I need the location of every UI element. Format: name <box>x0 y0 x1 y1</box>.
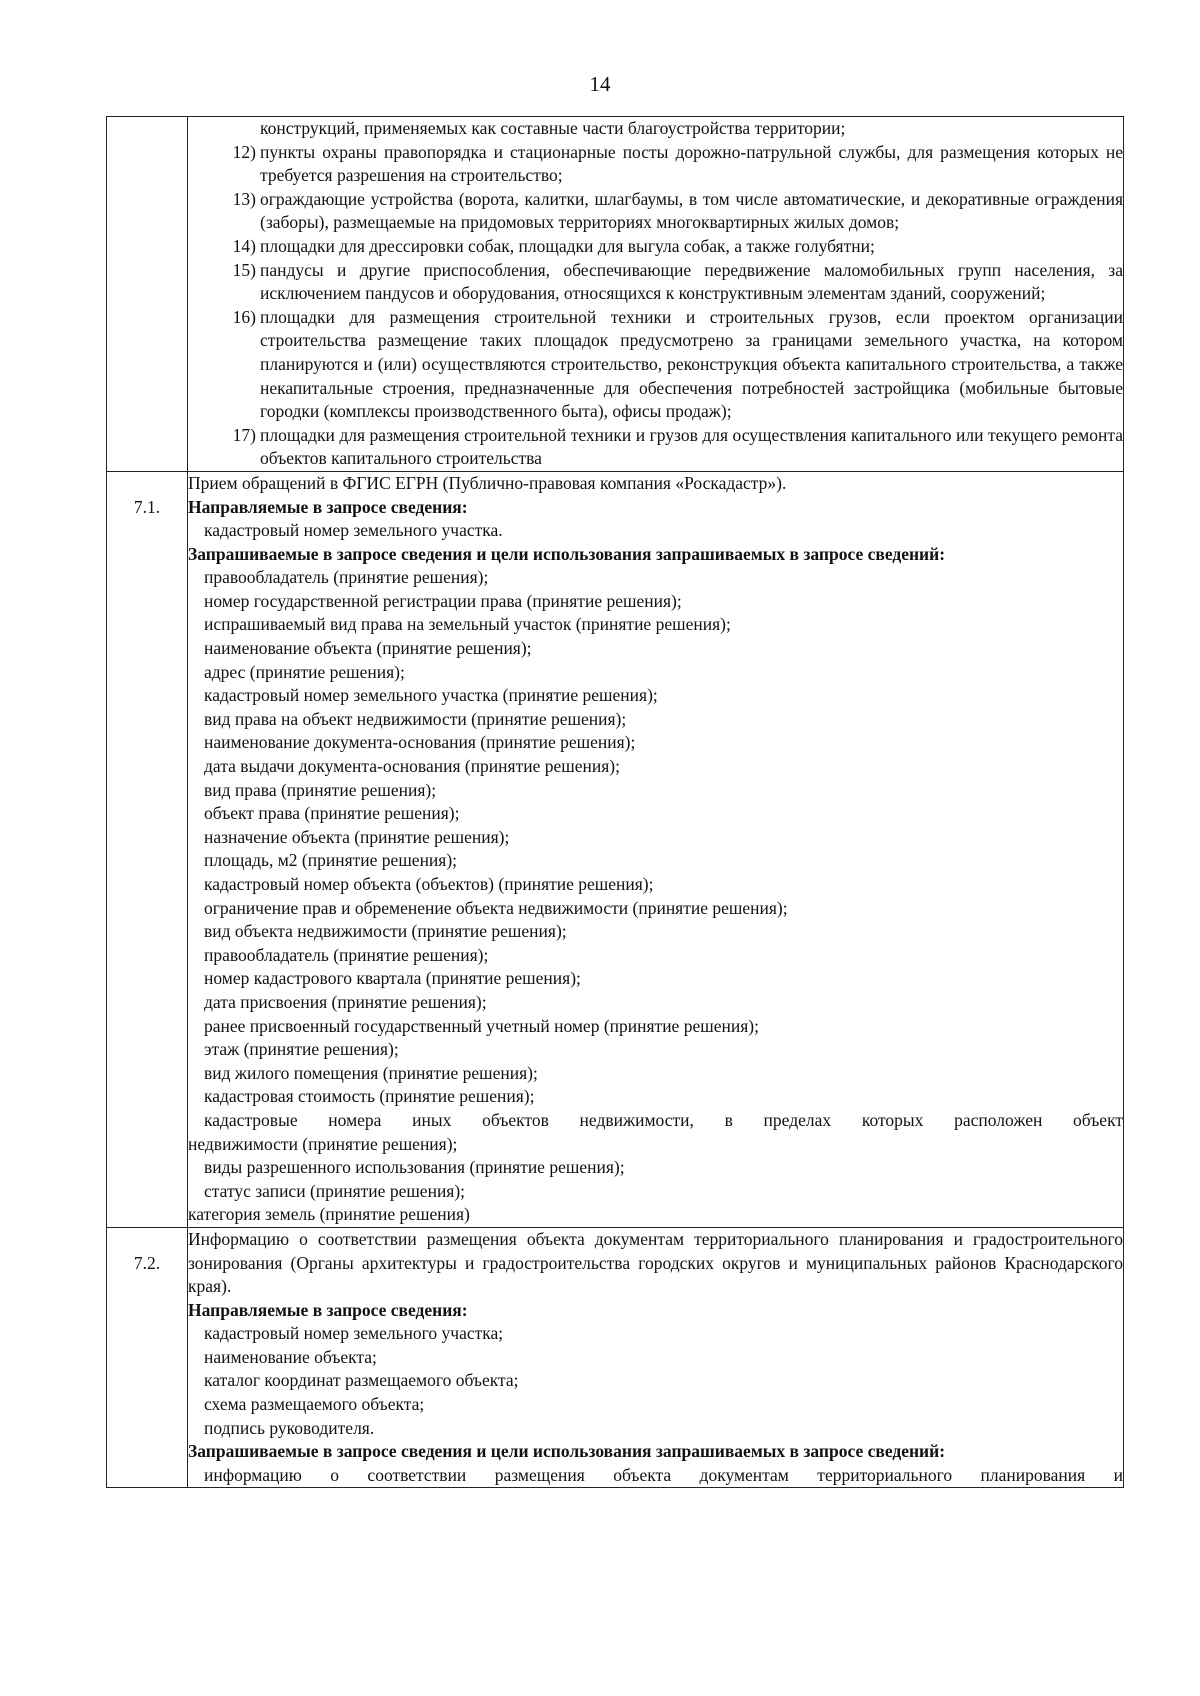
requested-item: кадастровая стоимость (принятие решения); <box>204 1086 535 1107</box>
requested-item: дата выдачи документа-основания (принятие решения); <box>204 756 620 777</box>
requested-item: площадь, м2 (принятие решения); <box>204 850 458 871</box>
sent-item: каталог координат размещаемого объекта; <box>204 1370 519 1391</box>
sent-heading: Направляемые в запросе сведения: <box>188 1299 468 1320</box>
row-number-cell <box>107 117 188 472</box>
requested-item: вид объекта недвижимости (принятие решения); <box>204 921 567 942</box>
requested-item: номер государственной регистрации права (принятие решения); <box>204 590 682 611</box>
page-number: 14 <box>589 72 611 96</box>
requested-item: назначение объекта (принятие решения); <box>204 826 510 847</box>
requested-item: кадастровый номер объекта (объектов) (принятие решения); <box>204 874 654 894</box>
table-row <box>107 117 1124 472</box>
requested-item: адрес (принятие решения); <box>204 661 405 682</box>
sent-item: подпись руководителя. <box>204 1417 375 1438</box>
requested-item: ранее присвоенный государственный учетный номер (принятие решения); <box>204 1015 759 1036</box>
requested-item: информацию о соответствии размещения объекта документам территориального планирования и <box>204 1464 1123 1485</box>
requested-item: вид права (принятие решения); <box>204 779 437 800</box>
continuation-cell <box>188 117 1124 472</box>
requested-item: кадастровые номера иных объектов недвижимости, в пределах которых расположен объект <box>204 1109 1123 1130</box>
item-text: площадки для размещения строительной техники и строительных грузов, если проектом организации строительства размещение таких площадок предусмотрено за границами земельного участка, на котором планируются и (или) осуществляются строительство, реконструкция объекта капитального строительства, а также некапитальные строения, предназначенные для обеспечения потребностей застройщика (мобильные бытовые городки (комплексы производственного быта), офисы продаж); <box>260 306 1123 422</box>
requested-item: ограничение прав и обременение объекта недвижимости (принятие решения); <box>204 897 788 918</box>
requested-item: этаж (принятие решения); <box>204 1039 399 1060</box>
item-number: 14) <box>232 235 256 256</box>
list-item <box>188 188 1123 235</box>
item-text: пункты охраны правопорядка и стационарные посты дорожно-патрульной службы, для размещения которых не требуется разрешения на строительство; <box>260 141 1123 186</box>
requested-item: наименование объекта (принятие решения); <box>204 638 532 659</box>
requested-item: дата присвоения (принятие решения); <box>204 991 487 1012</box>
list-item <box>188 306 1123 424</box>
sent-item: схема размещаемого объекта; <box>204 1394 425 1415</box>
requested-item: объект права (принятие решения); <box>204 803 460 824</box>
item-number: 12) <box>232 141 256 162</box>
item-text: площадки для дрессировки собак, площадки для выгула собак, а также голубятни; <box>260 235 875 256</box>
section-content-cell <box>188 1227 1124 1488</box>
row-number-cell <box>107 471 188 1227</box>
requested-item: испрашиваемый вид права на земельный участок (принятие решения); <box>204 614 731 635</box>
requested-heading: Запрашиваемые в запросе сведения и цели использования запрашиваемых в запросе сведений: <box>188 543 946 564</box>
item-text: пандусы и другие приспособления, обеспечивающие передвижение маломобильных групп населения, за исключением пандусов и оборудования, относящихся к конструктивным элементам зданий, сооружений; <box>260 259 1123 304</box>
requested-list <box>188 566 1123 1109</box>
list-item <box>188 141 1123 188</box>
section-number: 7.1. <box>133 496 161 517</box>
list-item <box>188 424 1123 471</box>
requested-item: категория земель (принятие решения) <box>188 1204 470 1225</box>
item-number: 13) <box>232 188 256 209</box>
list-item <box>188 235 1123 259</box>
item-number: 16) <box>232 306 256 327</box>
section-number: 7.2. <box>133 1252 161 1273</box>
continuation-line: конструкций, применяемых как составные части благоустройства территории; <box>260 118 846 138</box>
sent-item: наименование объекта; <box>204 1346 377 1367</box>
requested-item: правообладатель (принятие решения); <box>204 944 489 965</box>
requested-item: вид жилого помещения (принятие решения); <box>204 1062 538 1083</box>
requested-item: виды разрешенного использования (принятие решения); <box>204 1157 625 1178</box>
requested-item: номер кадастрового квартала (принятие решения); <box>204 968 581 989</box>
section-intro: Информацию о соответствии размещения объекта документам территориального планирования и градостроительного зонирования (Органы архитектуры и градостроительства городских округов и муниципальных районов Краснодарского края). <box>188 1228 1123 1297</box>
list-item <box>188 259 1123 306</box>
section-content-cell <box>188 471 1124 1227</box>
item-number: 15) <box>232 259 256 280</box>
requested-heading: Запрашиваемые в запросе сведения и цели использования запрашиваемых в запросе сведений: <box>188 1441 946 1462</box>
requested-item: вид права на объект недвижимости (принятие решения); <box>204 708 627 729</box>
requested-item: правообладатель (принятие решения); <box>204 567 489 588</box>
row-number-cell <box>107 1227 188 1488</box>
requested-item: статус записи (принятие решения); <box>204 1180 466 1201</box>
requested-item: наименование документа-основания (принятие решения); <box>204 732 636 753</box>
item-number: 17) <box>232 424 256 445</box>
table-row <box>107 1227 1124 1488</box>
table-row <box>107 471 1124 1227</box>
requested-item: кадастровый номер земельного участка (принятие решения); <box>204 685 658 706</box>
document-table <box>106 116 1124 1488</box>
sent-heading: Направляемые в запросе сведения: <box>188 496 468 517</box>
sent-item: кадастровый номер земельного участка. <box>204 520 503 541</box>
section-intro: Прием обращений в ФГИС ЕГРН (Публично-правовая компания «Роскадастр»). <box>188 472 787 493</box>
sent-item: кадастровый номер земельного участка; <box>204 1323 504 1344</box>
item-text: площадки для размещения строительной техники и грузов для осуществления капитального или текущего ремонта объектов капитального строительства <box>260 424 1123 469</box>
requested-item-continuation: недвижимости (принятие решения); <box>188 1133 458 1154</box>
item-text: ограждающие устройства (ворота, калитки, шлагбаумы, в том числе автоматические, и декоративные ограждения (заборы), размещаемые на придомовых территориях многоквартирных жилых домов; <box>260 188 1123 233</box>
